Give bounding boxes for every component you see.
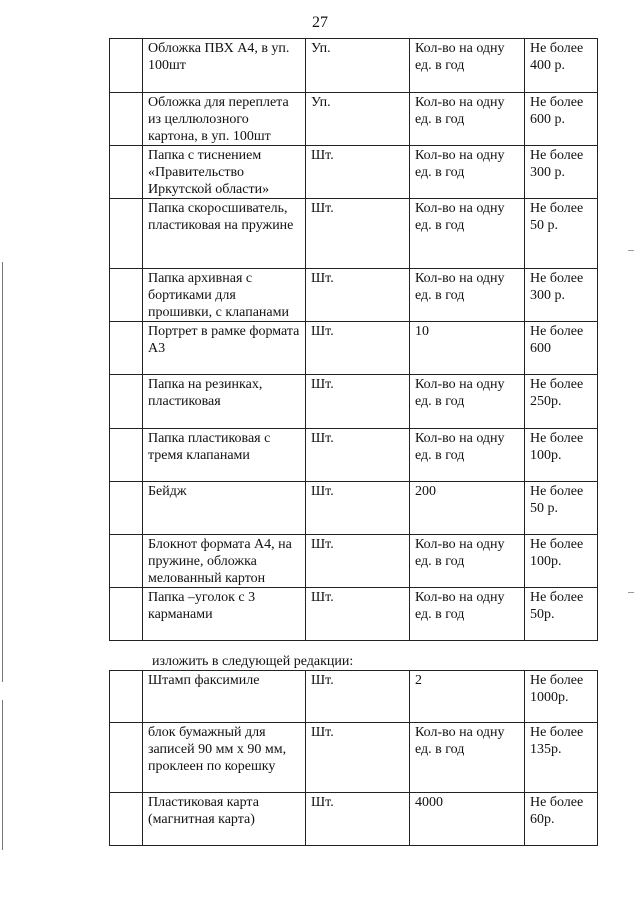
quantity-cell: Кол-во на одну ед. в год — [410, 375, 525, 429]
table-row — [110, 322, 598, 375]
table-row — [110, 535, 598, 588]
row-number-cell — [110, 723, 143, 793]
price-cell: Не более 1000р. — [525, 671, 598, 723]
row-number-cell — [110, 588, 143, 641]
unit-cell: Шт. — [306, 793, 410, 846]
table-row — [110, 723, 598, 793]
unit-cell: Шт. — [306, 671, 410, 723]
quantity-cell: Кол-во на одну ед. в год — [410, 723, 525, 793]
row-number-cell — [110, 322, 143, 375]
table-row — [110, 671, 598, 723]
row-number-cell — [110, 535, 143, 588]
unit-cell: Шт. — [306, 429, 410, 482]
table-row — [110, 482, 598, 535]
unit-cell: Уп. — [306, 93, 410, 146]
new-edition-table — [109, 670, 598, 846]
row-number-cell — [110, 199, 143, 269]
row-number-cell — [110, 375, 143, 429]
item-name-cell: Папка –уголок с 3 карманами — [143, 588, 306, 641]
price-cell: Не более 50 р. — [525, 482, 598, 535]
unit-cell: Шт. — [306, 322, 410, 375]
table-row — [110, 429, 598, 482]
quantity-cell: 10 — [410, 322, 525, 375]
item-name-cell: Обложка ПВХ А4, в уп. 100шт — [143, 39, 306, 93]
row-number-cell — [110, 671, 143, 723]
item-name-cell: Портрет в рамке формата А3 — [143, 322, 306, 375]
price-cell: Не более 100р. — [525, 535, 598, 588]
table-row — [110, 146, 598, 199]
item-name-cell: Блокнот формата А4, на пружине, обложка мелованный картон — [143, 535, 306, 588]
item-name-cell: Папка архивная с бортиками для прошивки, с клапанами — [143, 269, 306, 322]
quantity-cell: 200 — [410, 482, 525, 535]
item-name-cell: Пластиковая карта (магнитная карта) — [143, 793, 306, 846]
price-cell: Не более 600 — [525, 322, 598, 375]
price-cell: Не более 135р. — [525, 723, 598, 793]
intro-text: изложить в следующей редакции: — [152, 654, 354, 669]
unit-cell: Шт. — [306, 723, 410, 793]
item-name-cell: блок бумажный для записей 90 мм х 90 мм, проклеен по корешку — [143, 723, 306, 793]
unit-cell: Шт. — [306, 375, 410, 429]
table-row — [110, 39, 598, 93]
left-margin-line — [2, 262, 3, 682]
item-name-cell: Папка скоросшиватель, пластиковая на пружине — [143, 199, 306, 269]
item-name-cell: Обложка для переплета из целлюлозного картона, в уп. 100шт — [143, 93, 306, 146]
quantity-cell: Кол-во на одну ед. в год — [410, 429, 525, 482]
row-number-cell — [110, 39, 143, 93]
row-number-cell — [110, 93, 143, 146]
price-cell: Не более 300 р. — [525, 146, 598, 199]
scan-mark — [628, 250, 634, 251]
quantity-cell: Кол-во на одну ед. в год — [410, 146, 525, 199]
quantity-cell: Кол-во на одну ед. в год — [410, 535, 525, 588]
table-row — [110, 375, 598, 429]
quantity-cell: Кол-во на одну ед. в год — [410, 269, 525, 322]
row-number-cell — [110, 146, 143, 199]
row-number-cell — [110, 269, 143, 322]
unit-cell: Шт. — [306, 199, 410, 269]
price-cell: Не более 250р. — [525, 375, 598, 429]
unit-cell: Шт. — [306, 146, 410, 199]
price-cell: Не более 60р. — [525, 793, 598, 846]
quantity-cell: 4000 — [410, 793, 525, 846]
unit-cell: Шт. — [306, 588, 410, 641]
row-number-cell — [110, 793, 143, 846]
quantity-cell: Кол-во на одну ед. в год — [410, 199, 525, 269]
table-row — [110, 199, 598, 269]
quantity-cell: Кол-во на одну ед. в год — [410, 588, 525, 641]
table-row — [110, 793, 598, 846]
table-row — [110, 269, 598, 322]
table-row — [110, 588, 598, 641]
supplies-table — [109, 38, 598, 641]
scan-mark — [628, 592, 634, 593]
unit-cell: Шт. — [306, 269, 410, 322]
page-number: 27 — [312, 14, 328, 31]
item-name-cell: Папка пластиковая с тремя клапанами — [143, 429, 306, 482]
quantity-cell: Кол-во на одну ед. в год — [410, 39, 525, 93]
table-row — [110, 93, 598, 146]
price-cell: Не более 300 р. — [525, 269, 598, 322]
item-name-cell: Бейдж — [143, 482, 306, 535]
price-cell: Не более 400 р. — [525, 39, 598, 93]
left-margin-line-lower — [2, 700, 3, 850]
price-cell: Не более 100р. — [525, 429, 598, 482]
row-number-cell — [110, 482, 143, 535]
quantity-cell: Кол-во на одну ед. в год — [410, 93, 525, 146]
price-cell: Не более 600 р. — [525, 93, 598, 146]
unit-cell: Шт. — [306, 482, 410, 535]
row-number-cell — [110, 429, 143, 482]
unit-cell: Уп. — [306, 39, 410, 93]
quantity-cell: 2 — [410, 671, 525, 723]
item-name-cell: Папка с тиснением «Правительство Иркутской области» — [143, 146, 306, 199]
price-cell: Не более 50р. — [525, 588, 598, 641]
item-name-cell: Папка на резинках, пластиковая — [143, 375, 306, 429]
unit-cell: Шт. — [306, 535, 410, 588]
item-name-cell: Штамп факсимиле — [143, 671, 306, 723]
price-cell: Не более 50 р. — [525, 199, 598, 269]
